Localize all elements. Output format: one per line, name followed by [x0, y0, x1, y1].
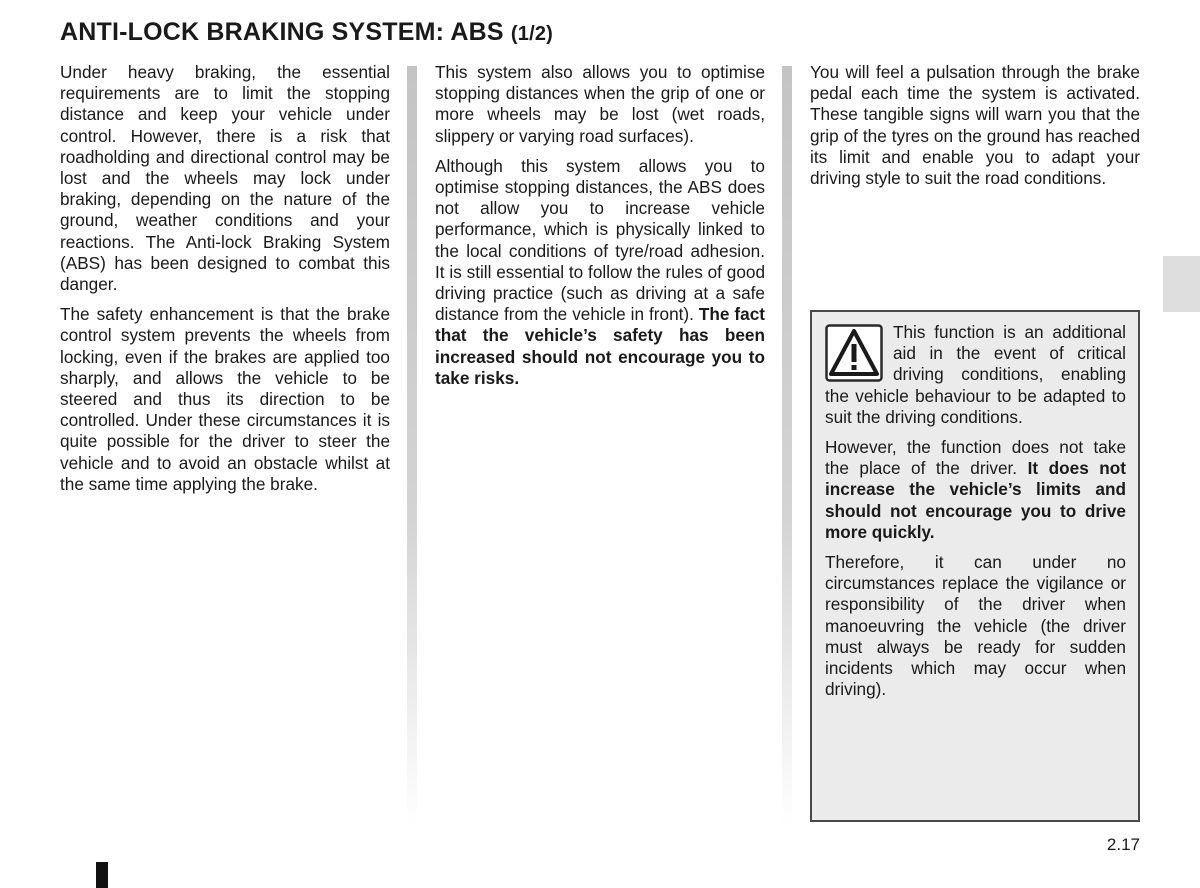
edge-mark [96, 862, 108, 888]
bold-statement: The fact that the vehicle’s safety has been increased should not encourage you to take risks. [435, 304, 765, 388]
page-title [60, 18, 553, 47]
section-tab [1163, 256, 1200, 312]
warning-paragraph: Therefore, it can under no circumstances replace the vigilance or responsibility of the driver when manoeuvring the vehicle (the driver must always be ready for sudden incidents which may occur when driving). [825, 552, 1126, 700]
bold-statement: It does not increase the vehicle’s limits and should not encourage you to drive more quickly. [825, 458, 1126, 542]
column-divider-right [782, 66, 792, 826]
text-column-2 [435, 62, 765, 398]
paragraph-text: Although this system allows you to optimise stopping distances, the ABS does not allow you to increase vehicle performance, which is physically linked to the local conditions of tyre/road adhesion. It is still essential to follow the rules of good driving practice (such as driving at a safe distance from the vehicle in front). [435, 155, 765, 325]
column-divider-left [407, 66, 417, 826]
warning-box [810, 310, 1140, 822]
warning-triangle-icon [825, 324, 883, 382]
paragraph: The safety enhancement is that the brake control system prevents the wheels from locking, even if the brakes are applied too sharply, and allows the vehicle to be steered and thus its direction to be controlled. Under these circumstances it is quite possible for the driver to steer the vehicle and to avoid an obstacle whilst at the same time applying the brake. [60, 304, 390, 494]
title-part: (1/2) [510, 23, 554, 45]
paragraph: This system also allows you to optimise stopping distances when the grip of one or more wheels may be lost (wet roads, slippery or varying road surfaces). [435, 62, 765, 146]
text-column-1 [60, 62, 390, 504]
page-number: 2.17 [1106, 835, 1140, 854]
warning-paragraph: This function is an additional aid in the event of critical driving conditions, enabling the vehicle behaviour to be adapted to suit the driving conditions. [825, 322, 1126, 427]
paragraph-text: However, the function does not take the place of the driver. [825, 437, 1126, 479]
paragraph [435, 156, 765, 389]
warning-paragraph [825, 437, 1126, 543]
text-column-3 [810, 62, 1140, 198]
paragraph: You will feel a pulsation through the brake pedal each time the system is activated. These tangible signs will warn you that the grip of the tyres on the ground has reached its limit and enable you to adapt your driving style to suit the road conditions. [810, 62, 1140, 189]
title-text: ANTI-LOCK BRAKING SYSTEM: ABS [60, 18, 504, 46]
paragraph: Under heavy braking, the essential requirements are to limit the stopping distance and keep your vehicle under control. However, there is a risk that roadholding and directional control may be lost and the wheels may lock under braking, depending on the nature of the ground, weather conditions and your reactions. The Anti-lock Braking System (ABS) has been designed to combat this danger. [60, 62, 390, 295]
